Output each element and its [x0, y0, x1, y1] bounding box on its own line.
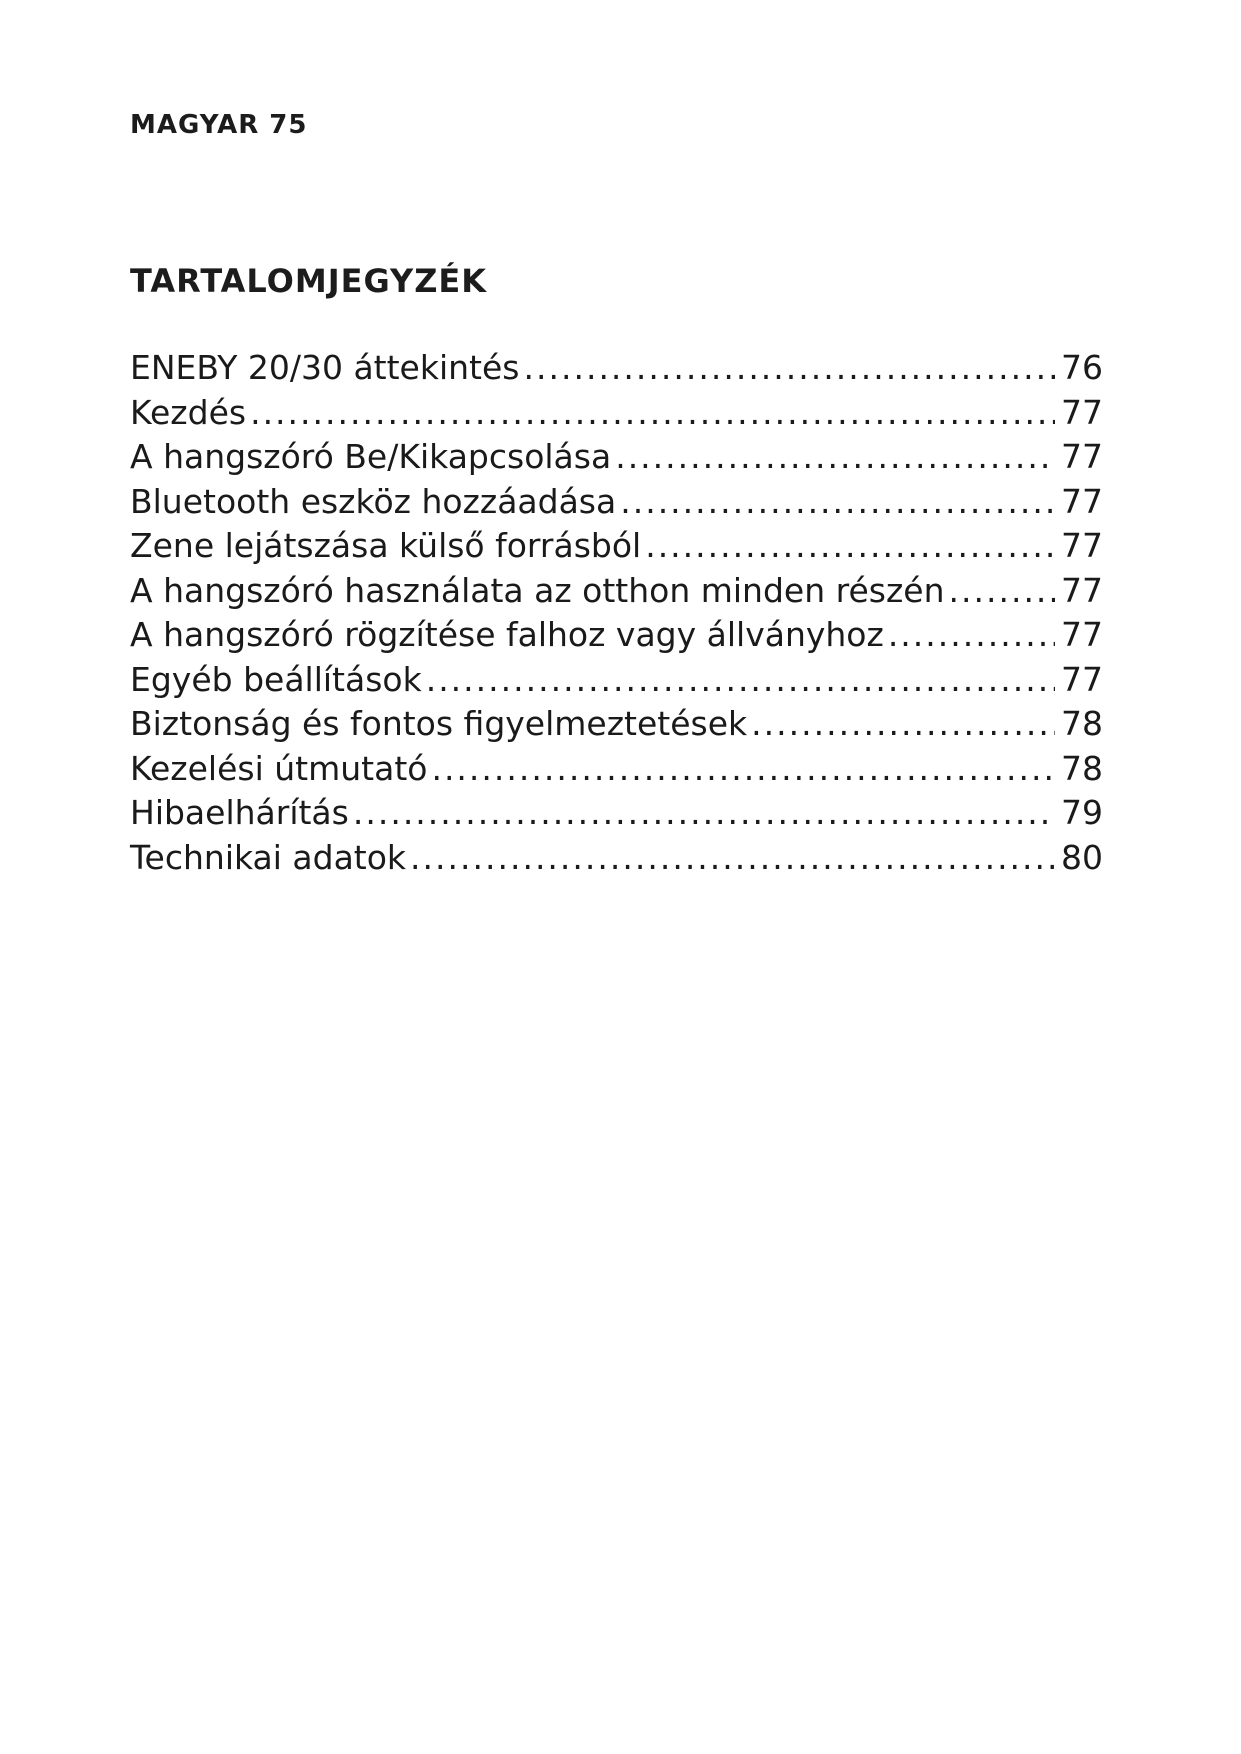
toc-entry-title: Bluetooth eszköz hozzáadása: [130, 481, 617, 521]
toc-entry-page: 77: [1061, 570, 1103, 610]
toc-dot-leader: [615, 435, 1055, 479]
toc-dot-leader: [524, 346, 1056, 390]
toc-dot-leader: [949, 569, 1056, 613]
toc-dot-leader: [410, 836, 1055, 880]
toc-entry: [130, 658, 1103, 703]
toc-dot-leader: [250, 391, 1055, 435]
toc-entry: [130, 702, 1103, 747]
toc-entry-title: Biztonság és fontos figyelmeztetések: [130, 704, 748, 743]
toc-entry-page: 79: [1061, 793, 1103, 832]
toc-entry-page: 77: [1061, 392, 1103, 432]
toc-entry-title: Kezdés: [130, 392, 247, 432]
toc-dot-leader: [645, 524, 1055, 568]
toc-entry: [130, 747, 1103, 792]
toc-entry: [130, 480, 1103, 525]
toc-entry-page: 77: [1061, 481, 1103, 521]
toc-entry: [130, 791, 1103, 836]
toc-entry-page: 78: [1061, 748, 1103, 788]
toc-dot-leader: [888, 613, 1055, 657]
toc-dot-leader: [431, 747, 1055, 791]
toc-dot-leader: [751, 702, 1055, 746]
toc-entry: [130, 836, 1103, 881]
toc-entry-title: ENEBY 20/30 áttekintés: [130, 348, 520, 387]
toc-entry-title: A hangszóró Be/Kikapcsolása: [130, 437, 612, 476]
toc-entry: [130, 613, 1103, 658]
toc-dot-leader: [426, 658, 1055, 702]
toc-entry-page: 77: [1061, 437, 1103, 476]
toc-entry-title: Egyéb beállítások: [130, 659, 422, 699]
toc-dot-leader: [620, 480, 1055, 524]
table-of-contents: [130, 346, 1103, 880]
toc-entry: [130, 524, 1103, 569]
toc-entry-page: 77: [1061, 615, 1103, 654]
toc-entry-title: Hibaelhárítás: [130, 793, 349, 832]
running-header: MAGYAR 75: [130, 110, 308, 140]
toc-entry-title: Zene lejátszása külső forrásból: [130, 526, 642, 565]
toc-entry-page: 78: [1061, 704, 1103, 743]
toc-heading: TARTALOMJEGYZÉK: [130, 262, 488, 300]
toc-entry: [130, 346, 1103, 391]
toc-entry-page: 80: [1061, 837, 1103, 877]
toc-entry-page: 77: [1061, 526, 1103, 565]
toc-dot-leader: [353, 791, 1055, 835]
toc-entry: [130, 569, 1103, 614]
toc-entry-title: Kezelési útmutató: [130, 748, 428, 788]
toc-entry-title: Technikai adatok: [130, 837, 407, 877]
toc-entry-title: A hangszóró rögzítése falhoz vagy állványhoz: [130, 615, 884, 654]
toc-entry: [130, 391, 1103, 436]
toc-entry-title: A hangszóró használata az otthon minden részén: [130, 570, 945, 610]
toc-entry-page: 76: [1061, 348, 1103, 387]
toc-entry: [130, 435, 1103, 480]
toc-entry-page: 77: [1061, 659, 1103, 699]
